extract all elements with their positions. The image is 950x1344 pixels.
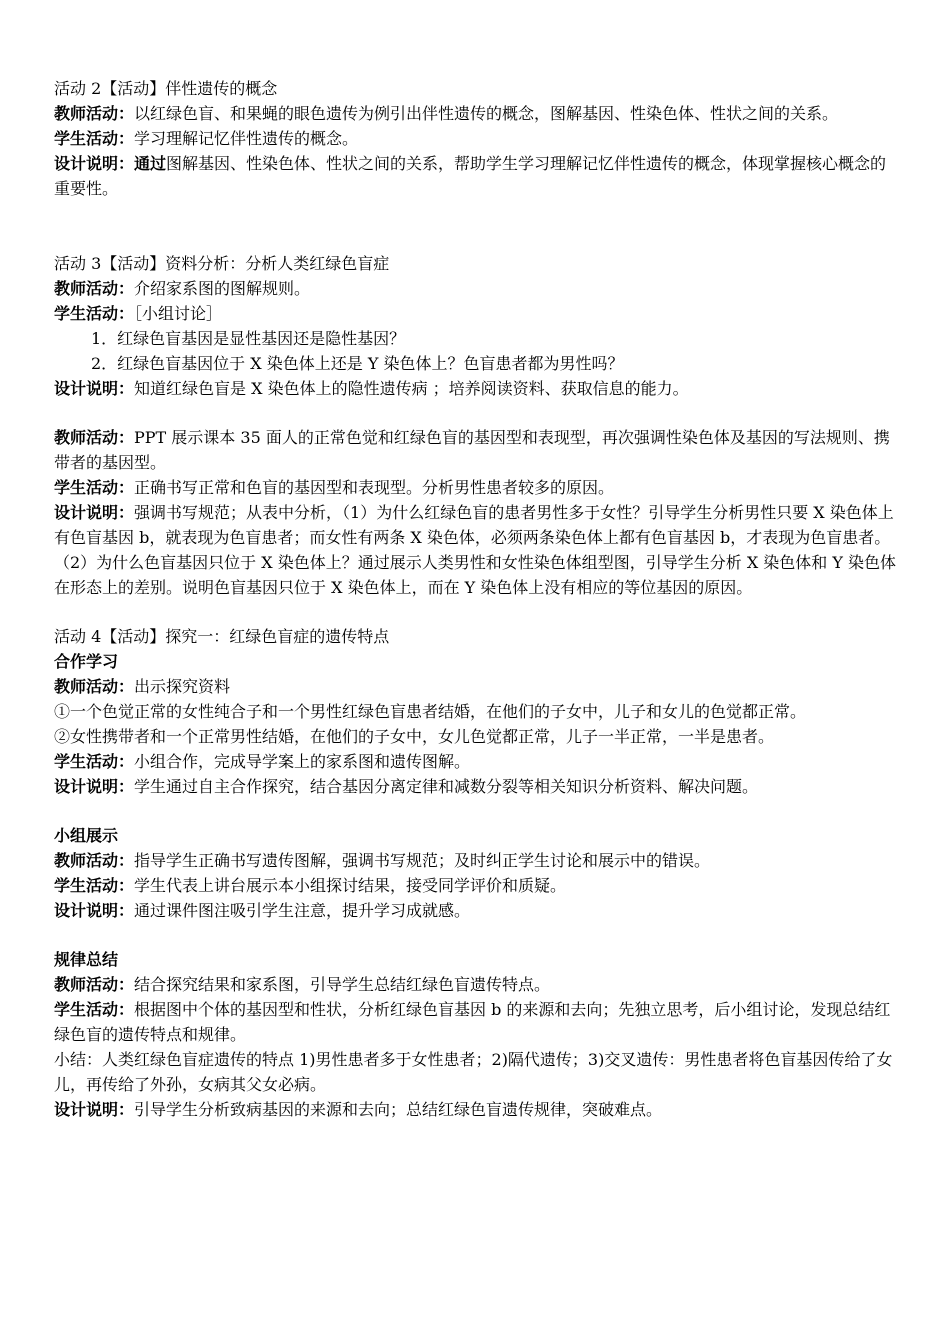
design-text: 知道红绿色盲是 X 染色体上的隐性遗传病 ；培养阅读资料、获取信息的能力。 [134,379,689,398]
student-text: 小组合作，完成导学案上的家系图和遗传图解。 [134,752,471,771]
activity-3-title: 活动 3【活动】资料分析：分析人类红绿色盲症 [54,254,390,273]
teacher-text: 出示探究资料 [134,677,231,696]
design-text: 学生通过自主合作探究，结合基因分离定律和减数分裂等相关知识分析资料、解决问题。 [134,777,759,796]
activity-2-design [54,151,898,201]
design-label: 设计说明： [54,777,135,796]
activity-2-teacher [54,101,898,126]
activity-4-design-3 [54,1097,898,1122]
student-text: 学生代表上讲台展示本小组探讨结果，接受同学评价和质疑。 [134,876,567,895]
student-label: 学生活动： [54,478,135,497]
question-2: 2．红绿色盲基因位于 X 染色体上还是 Y 染色体上？色盲患者都为男性吗？ [91,354,624,373]
design-label: 设计说明： [54,379,135,398]
design-text: 图解基因、性染色体、性状之间的关系，帮助学生学习理解记忆伴性遗传的概念，体现掌握核心概念的重要性。 [54,154,887,198]
design-text: 引导学生分析致病基因的来源和去向；总结红绿色盲遗传规律，突破难点。 [134,1100,663,1119]
student-text: 正确书写正常和色盲的基因型和表现型。分析男性患者较多的原因。 [134,478,615,497]
teacher-label: 教师活动： [54,428,135,447]
student-label: 学生活动： [54,876,135,895]
summary-text: 小结：人类红绿色盲症遗传的特点 1)男性患者多于女性患者；2)隔代遗传；3)交叉遗传：男性患者将色盲基因传给了女儿，再传给了外孙，女病其父女必病。 [54,1050,893,1094]
activity-4-design-2 [54,898,898,923]
design-text: 通过课件图注吸引学生注意，提升学习成就感。 [134,901,471,920]
teacher-label: 教师活动： [54,975,135,994]
activity-3-student-2 [54,475,898,500]
student-label: 学生活动： [54,752,135,771]
activity-3-teacher [54,276,898,301]
activity-4-student [54,749,898,774]
activity-3-design [54,376,898,401]
teacher-text: PPT 展示课本 35 面人的正常色觉和红绿色盲的基因型和表现型，再次强调性染色体及基因的写法规则、携带者的基因型。 [54,428,890,472]
teacher-text: 介绍家系图的图解规则。 [134,279,311,298]
question-1: 1．红绿色盲基因是显性基因还是隐性基因？ [91,329,406,348]
student-label: 学生活动： [54,304,135,323]
teacher-text: 指导学生正确书写遗传图解，强调书写规范；及时纠正学生讨论和展示中的错误。 [134,851,711,870]
section-heading-cooperative: 合作学习 [54,652,119,671]
teacher-label: 教师活动： [54,104,135,123]
design-label: 设计说明： [54,1100,135,1119]
spacer [54,401,898,425]
design-bold-word: 通过 [134,154,167,173]
activity-4-title: 活动 4【活动】探究一：红绿色盲症的遗传特点 [54,627,390,646]
student-text: ［小组讨论］ [134,304,223,323]
spacer [54,799,898,823]
section-heading-summary: 规律总结 [54,950,119,969]
activity-3-design-2-cont: （2）为什么色盲基因只位于 X 染色体上？通过展示人类男性和女性染色体组型图，引导学生分析 X 染色体和 Y 染色体在形态上的差别。说明色盲基因只位于 X 染色体上，而在 Y 染色体上没有相应的等位基因的原因。 [54,553,897,597]
activity-3-design-2 [54,500,898,550]
activity-2-student [54,126,898,151]
activity-4-teacher [54,674,898,699]
activity-4-student-2 [54,873,898,898]
activity-3-student [54,301,898,326]
spacer [54,923,898,947]
spacer [54,600,898,624]
teacher-label: 教师活动： [54,677,135,696]
teacher-label: 教师活动： [54,851,135,870]
activity-4-teacher-2 [54,848,898,873]
student-label: 学生活动： [54,129,135,148]
student-text: 根据图中个体的基因型和性状，分析红绿色盲基因 b 的来源和去向；先独立思考，后小组讨论，发现总结红绿色盲的遗传特点和规律。 [54,1000,891,1044]
section-heading-group-show: 小组展示 [54,826,119,845]
material-item-1: ①一个色觉正常的女性纯合子和一个男性红绿色盲患者结婚，在他们的子女中，儿子和女儿的色觉都正常。 [54,702,807,721]
spacer [54,201,898,251]
activity-4-student-3 [54,997,898,1047]
design-label: 设计说明： [54,901,135,920]
teacher-label: 教师活动： [54,279,135,298]
teacher-text: 以红绿色盲、和果蝇的眼色遗传为例引出伴性遗传的概念，图解基因、性染色体、性状之间的关系。 [134,104,839,123]
activity-3-teacher-2 [54,425,898,475]
student-label: 学生活动： [54,1000,135,1019]
student-text: 学习理解记忆伴性遗传的概念。 [134,129,359,148]
teacher-text: 结合探究结果和家系图，引导学生总结红绿色盲遗传特点。 [134,975,551,994]
activity-2-title: 活动 2【活动】伴性遗传的概念 [54,79,278,98]
design-label: 设计说明： [54,503,135,522]
material-item-2: ②女性携带者和一个正常男性结婚，在他们的子女中，女儿色觉都正常，儿子一半正常，一半是患者。 [54,727,775,746]
design-label: 设计说明： [54,154,135,173]
activity-4-design [54,774,898,799]
design-text: 强调书写规范；从表中分析，（1）为什么红绿色盲的患者男性多于女性？引导学生分析男性只要 X 染色体上有色盲基因 b，就表现为色盲患者；而女性有两条 X 染色体，必须两条染色体上都有色盲基因 b，才表现为色盲患者。 [54,503,894,547]
activity-4-teacher-3 [54,972,898,997]
